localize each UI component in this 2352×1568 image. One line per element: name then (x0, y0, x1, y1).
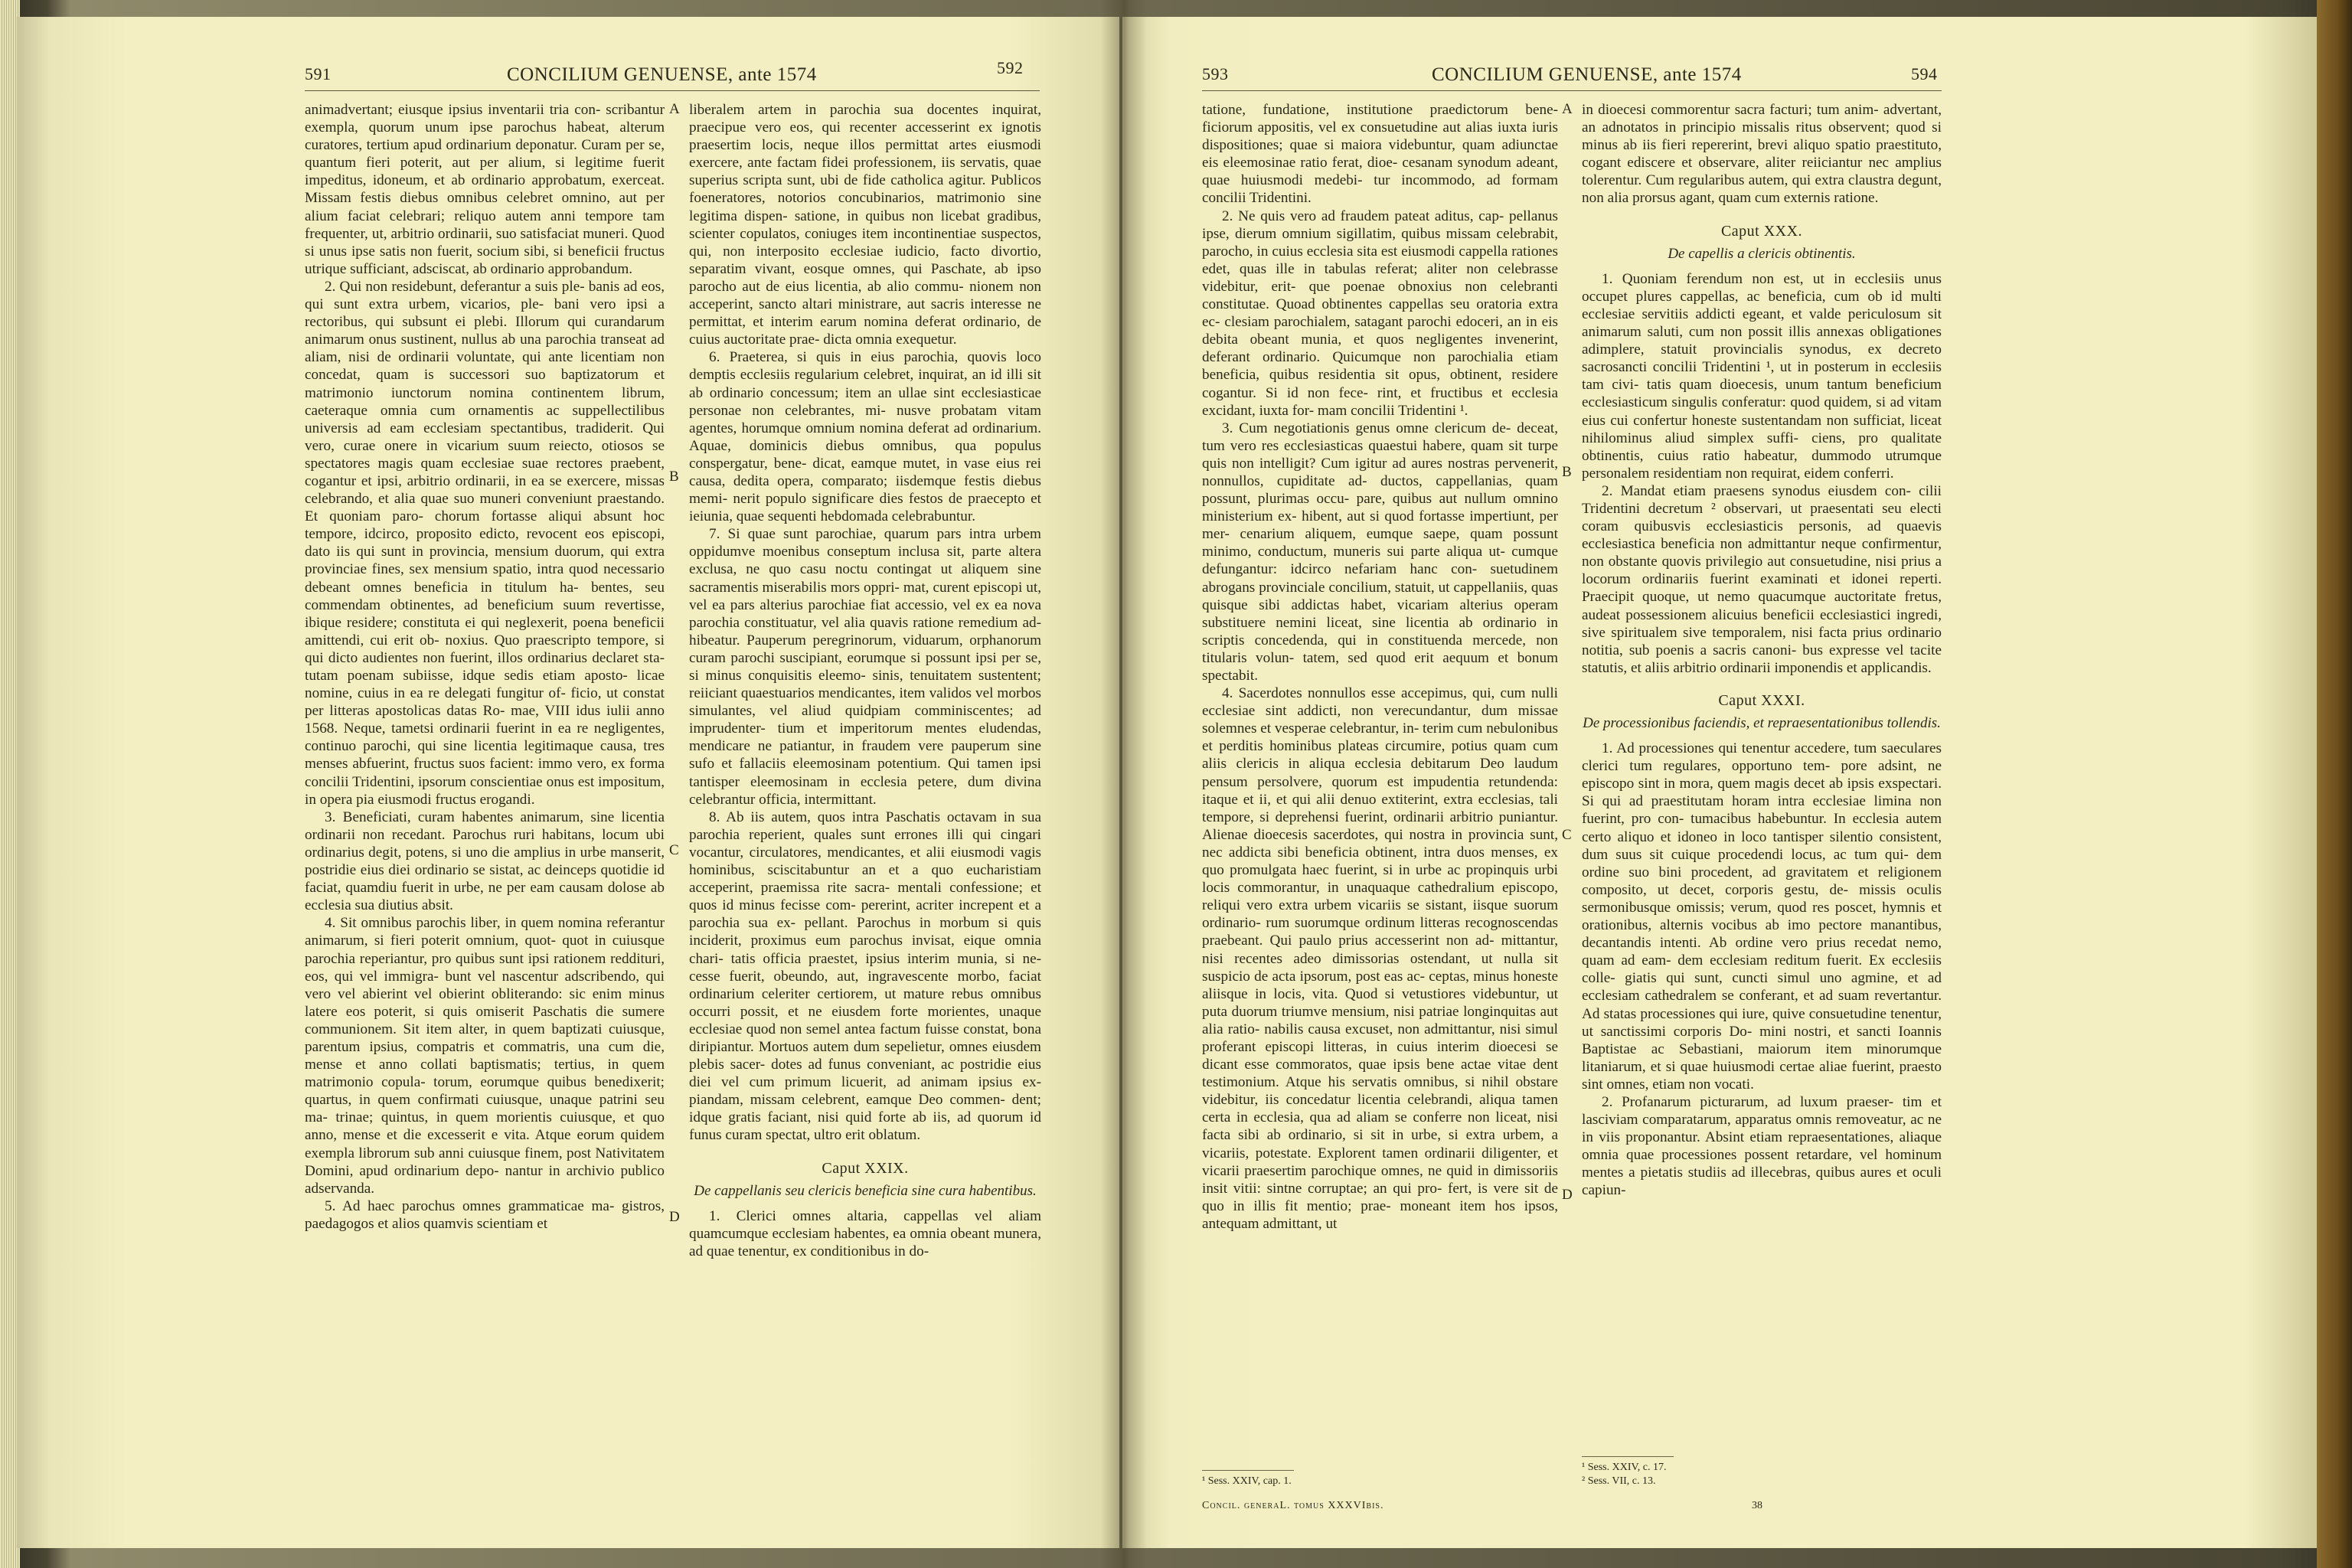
margin-marker-c: C (669, 842, 679, 858)
paragraph: 3. Beneficiati, curam habentes animarum, sine licentia ordinarii non recedant. Parochus ruri habitans, locum ubi ordinarius degit, potens, si uno die amplius in urbe manserit, postridie eius diei ordinario se sistat, ac deinceps quotidie id faciat, quamdiu fuerit in urbe, ne per eam causam dolose ab ecclesia sua diutius absit. (305, 808, 665, 914)
paragraph: 8. Ab iis autem, quos intra Paschatis octavam in sua parochia reperient, quales sunt errones illi qui cingari vocantur, circulatores, mendicantes, et alii eiusmodi vagis hominibus, sciscitabuntur an et a quo eucharistiam acceperint, praemissa rite sacra- mentali confessione; et quos id minus fecisse com- pererint, acriter increpent et a parochia sua ex- pellant. Parochus in morbum si quis inciderit, proximus eum parochus invisat, eique omnia chari- tatis officia praestet, ipsius interim munia, si ne- cesse fuerit, obeundo, aut, ingravescente morbo, faciat ordinarium celeriter certiorem, ut mature rebus omnibus occurri possit, et ne eiusdem forte morientes, unaque ecclesiae quod non semel antea factum fuisse constat, bona diripiantur. Mortuos autem dum sepelietur, omnes eiusdem plebis sacer- dotes ad funus conveniant, ac postridie eius diei vel cum primum licuerit, ad animam ipsius ex- piandam, missam celebrent, eamque Deo commen- dent; idque gratis faciant, nisi quid forte ab iis, ad quorum id funus curam spectat, ultro erit oblatum. (689, 808, 1041, 1144)
paragraph: liberalem artem in parochia sua docentes inquirat, praecipue vero eos, qui recenter accesserint ex ignotis praesertim locis, neque illos permittat artes eiusmodi exercere, ante factam fidei professionem, iis servatis, quae superius scripta sunt, ubi de fide catholica agitur. Publicos foeneratores, notorios concubinarios, matrimonio sine legitima dispen- satione, in quibus non licebat gradibus, scienter copulatos, coniuges item incontinentiae suspectos, qui, non interposito ecclesiae iudicio, facto divortio, separatim vivant, eosque omnes, qui Paschate, ab ipso parocho aut de eius licentia, ab alio commu- nionem non acceperint, sancto altari ministrare, aut sacris interesse ne permittat, et interim earum nomina deferat ordinario, de cuius auctoritate prae- dicta omnia exequetur. (689, 102, 1041, 348)
margin-marker-a-right: A (1562, 101, 1573, 117)
footnote: ¹ Sess. XXIV, cap. 1. (1202, 1475, 1292, 1487)
paragraph: 6. Praeterea, si quis in eius parochia, quovis loco demptis ecclesiis regularium celebret, inquirat, an id illi sit ab ordinario concessum; item an ullae sint ecclesiasticae personae non celebrantes, mi- nusve probatam vitam agentes, horumque omnium nomina deferat ad ordinarium. Aquae, dominicis diebus omnibus, qua populus conspergatur, bene- dicat, eamque mutet, in vase eius rei causa, dedita opera, comparato; iisdemque festis diebus memi- nerit populo significare dies festos de praecepto et ieiunia, quae sequenti hebdomada celebrabuntur. (689, 349, 1041, 525)
margin-marker-a: A (669, 101, 680, 117)
margin-marker-d-right: D (1562, 1187, 1573, 1203)
book-cover-edge (2317, 0, 2352, 1568)
caput-xxix-heading: Caput XXIX. (822, 1159, 909, 1177)
paragraph: in dioecesi commorentur sacra facturi; tum anim- advertant, an adnotatos in principio missalis ritus observent; quod si minus ab iis fieri repererint, brevi aliquo spatio praestituto, cogant ediscere et observare, aliter reiiciantur nec amplius tolerentur. Cum regularibus autem, qui extra claustra degunt, non alia prorsus agant, quam cum externis ratione. (1582, 102, 1942, 207)
running-head-title: CONCILIUM GENUENSE, ante 1574 (507, 64, 817, 85)
page-number-591: 591 (305, 64, 332, 83)
paragraph: 4. Sacerdotes nonnullos esse accepimus, qui, cum nulli ecclesiae sint addicti, non verecundantur, dum missae solemnes et vesperae celebrantur, in- terim cum nebulonibus et perditis hominibus plateas circumire, potius quam cum aliis clericis in aliqua ecclesia debitarum Deo laudum pensum persolvere, quorum est impudentia retundenda: itaque et ii, et qui alii denuo extiterint, extra ecclesias, tali tempore, si deprehensi fuerint, ordinarii arbitrio puniantur. Alienae dioecesis sacerdotes, qui nostra in provincia sunt, nec addicta sibi beneficia obtinent, intra duos menses, ex quo promulgata haec fuerint, si in urbe ac propinquis urbi locis commorantur, in unaquaque cathedralium episcopo, reliqui vero extra urbem vicariis se sistant, iisque suorum ordinario- rum suorumque ordinum litteras recognoscendas praebeant. Qui paulo prius accesserint non ad- mittantur, nisi recentes adeo dimissorias ostendant, ut nulla sit suspicio de acta ipsorum, post eas ac- ceptas, minus honeste aliisque in locis, vita. Quod si vetustiores videbuntur, ut puta duorum triumve mensium, nisi patriae longinquitas aut alia ratio- nabilis causa excuset, non admittantur, nisi simul proferant episcopi litteras, in cuius interim dioecesi se dicant esse commoratos, quae ipsis bene actae vitae dent testimonium. Atque his servatis omnibus, si nihil obstare videbitur, iis concedatur licentia celebrandi, aliqua tamen certa in ecclesia, qua ad aliam se conferre non liceat, nisi facta sibi ab ordinario, si sit in urbe, si extra urbem, a vicariis, potestate. Explorent tamen ordinarii diligenter, et vicarii praesertim parochique omnes, ne quid in dimissoriis insit vitii: sintne corruptae; an qui pro- fert, is vere sit de quo in illis fit mentio; prae- moneant item hos ipsos, antequam admittant, ut (1202, 685, 1558, 1232)
paragraph: tatione, fundatione, institutione praedictorum bene- ficiorum appositis, vel ex consuetudine aut alias iuxta iuris dispositiones; quae si maiora videbuntur, quam adiunctae eis eleemosinae ratio ferat, dioe- cesanam synodum adeant, quae huiusmodi medebi- tur incommodo, ad formam concilii Tridentini. (1202, 102, 1558, 207)
book-gutter-shadow (1101, 0, 1147, 1568)
footnote: ¹ Sess. XXIV, c. 17. (1582, 1462, 1667, 1473)
paragraph: 2. Mandat etiam praesens synodus eiusdem con- cilii Tridentini decretum ² observari, ut praesentati seu electi coram quibusvis ecclesiasticis personis, ad quaevis ecclesiastica beneficia non admittantur neque confirmentur, non obstante quovis privilegio aut consuetudine, nisi prius a locorum ordinariis fuerint examinati et idonei reperti. Praecipit quoque, ut nemo quacumque auctoritate fretus, audeat possessionem alicuius beneficii ecclesiastici ingredi, sive spiritualem sive temporalem, nisi facta prius ordinario notitia, sub poenis a sacris canoni- bus expresse vel tacite statutis, et aliis arbitrio ordinarii imponendis et applicandis. (1582, 482, 1942, 676)
page-number-593: 593 (1202, 64, 1229, 83)
paragraph: 7. Si quae sunt parochiae, quarum pars intra urbem oppidumve moenibus conseptum inclusa sit, parte altera exclusa, ne quo casu noctu contingat ut aliquem sine sacramentis miserabilis mors oppri- mat, curent episcopi ut, vel ea pars alterius parochiae fiat accessio, vel ex ea nova parochia constituatur, vel alia quavis ratione remedium ad- hibeatur. Pauperum peregrinorum, viduarum, orphanorum curam parochi suscipiant, eorumque si possunt ipsi per se, si minus conquisitis eleemo- sinis, tenuitatem sustentent; reiiciant quaestuarios mendicantes, item validos vel morbos simulantes, vel aliud quidpiam comminiscentes; ad imprudenter- tium et imperitorum mentes eludendas, mendicare ne patiantur, in fraudem vere pauperum sine sufo et fallaciis eleemosinam potentium. Qui tamen ipsi tantisper eleemosinam in ecclesia petere, dum divina celebrantur officia, intermittant. (689, 526, 1041, 808)
head-rule-right (1202, 90, 1942, 91)
signature-number: 38 (1752, 1500, 1762, 1511)
page-number-592: 592 (997, 58, 1024, 77)
paragraph: 3. Cum negotiationis genus omne clericum de- deceat, tum vero res ecclesiasticas quaestui habere, quam sit turpe quis non intelligit? Cum igitur ad aures nostras pervenerit, nonnullos, cupiditate ad- ductos, cappellanias, quam possunt, plurimas occu- pare, quibus aut nullum omnino ministerium ex- hibent, aut si quod fortasse impertiunt, per mer- cenarium aliquem, eumque saepe, quam possunt minimo, conductum, muneris sui parte aliqua ut- cumque defungantur: idcirco nefariam hanc con- suetudinem abrogans provinciale concilium, statuit, ut cappellaniis, quas quisque sibi addictas habet, vicariam alterius operam substituere nemini liceat, sine licentia ab ordinario in scriptis concedenda, qui in constituenda mercede, non titularis volun- tatem, sed quod erit aequum et bonum spectabit. (1202, 420, 1558, 684)
column-2-top (1582, 101, 1942, 207)
footnote-rule-right (1582, 1456, 1674, 1457)
paragraph: 1. Quoniam ferendum non est, ut in ecclesiis unus occupet plures cappellas, ac beneficia, cum ob id multi ecclesiae servitiis addicti egeant, et valde periculosum sit animarum saluti, cum non possit illis annexas obligationes adimplere, statuit provincialis synodus, ex decreto sacrosancti concilii Tridentini ¹, ut in posterum in ecclesiis tam civi- tatis quam dioecesis, unum tantum beneficium ecclesiasticum singulis conferatur: quod quidem, si ad vitam eius cui confertur honeste sustentandam non sufficiat, liceat nihilominus aliud simplex suffi- ciens, pro qualitate obtinentis, cuius ratio habeatur, dummodo utrumque personalem residentiam non requirat, eidem conferri. (1582, 270, 1942, 482)
paragraph: animadvertant; eiusque ipsius inventarii tria con- scribantur exempla, quorum unum ipse parochus habeat, alterum curatores, tertium apud ordinarium deponatur. Curam per se, quantum fieri poterit, aut per alium, si legitime fuerit impeditus, idoneum, et ab ordinario approbatum, exerceat. Missam festis diebus omnibus celebret omnino, aut per alium faciat celebrari; reliquo autem anni tempore tam frequenter, ut, arbitrio ordinarii, suo satisfaciat muneri. Quod si unus ipse satis non fuerit, socium sibi, si beneficii fructus utrique sufficiant, adsciscat, ab ordinario approbandum. (305, 102, 665, 277)
paragraph: 2. Qui non residebunt, deferantur a suis ple- banis ad eos, qui sunt extra urbem, vicarios, ple- bani vero ipsi a rectoribus, qui subsunt ei plebi. Illorum qui curandarum animarum onus sustinent, nullus ab una parochia transeat ad aliam, nisi de ordinarii voluntate, qui ante licentiam non concedat, quam is successori suo baptizatorum et matrimonio iunctorum nomina continentem librum, caeteraque omnia cum ornamentis ac suppellectilibus universis ad eam ecclesiam spectantibus, tradiderit. Qui vero, curae onere in vicarium suum reiecto, otiosos se spectatores magis quam ecclesiae suae rectores praebent, cogantur et ipsi, arbitrio ordinarii, in ea se exercere, missas celebrando, et alia quae suo muneri conveniunt praestando. Et quoniam paro- chorum fortasse aliqui absunt hoc tempore, idcirco, proposito edicto, revocent eos episcopi, dato iis qui sunt in provincia, mensium duorum, qui extra provinciae fines, sex mensium spatio, intra quod necessario debeant omnes beneficia in titulum ha- bentes, seu commendam obtinentes, ad beneficium suum revertisse, ibique residere; constituta ei qui neglexerit, poena beneficii amittendi, cui erit ob- noxius. Quo praescripto tempore, si qui dicto audientes non fuerint, illos ordinarius declaret sta- tutam poenam subiisse, idque sedis etiam aposto- licae nomine, cuius in ea re delegati fungitur of- ficio, ut constat per litteras apostolicas datas Ro- mae, VIII idus iulii anno 1568. Neque, tametsi ordinarii fuerint in ea re negligentes, continuo parochi, qui sine licentia legitimaque causa, tres menses abfuerint, fructus suos facient: immo vero, ex forma concilii Tridentini, ipsorum conscientiae onus est impositum, in opera pia eiusmodi fructus erogandi. (305, 278, 665, 808)
right-page-column-2 (1582, 101, 1942, 1200)
paragraph: 4. Sit omnibus parochis liber, in quem nomina referantur animarum, si fieri poterit omnium, quot- quot in cuiusque parochia reperiantur, pro quibus sunt ipsi rationem reddituri, eos, qui vel immigra- bunt vel nascentur adscribendo, qui vero vel abierint vel obierint obliterando: sic enim minus latere eos poterit, si quis omiserit Paschatis die sumere communionem. Sit item alter, in quem baptizati cuiusque, parentum ipsius, compatris et commatris, una cum die, mense et anno collati baptismatis; tertius, in quem matrimonio copula- torum, eorumque quibus benedixerit; quartus, in quem confirmati cuiusque, unaque patrini seu ma- trinae; quintus, in quem morientis cuiusque, et quo anno, mense et die excesserit e vita. Atque eorum quidem exempla librorum sub anni cuiusque finem, post Nativitatem Domini, apud ordinarium depo- nantur in archivio publico adservanda. (305, 915, 665, 1197)
paragraph: 5. Ad haec parochus omnes grammaticae ma- gistros, paedagogos et alios quamvis scientiam et (305, 1197, 665, 1232)
head-rule (305, 90, 1040, 91)
margin-marker-b-right: B (1562, 464, 1572, 480)
paragraph: 2. Profanarum picturarum, ad luxum praeser- tim et lasciviam comparatarum, apparatus omnis removeatur, ac ne in viis proponantur. Absint etiam repraesentationes, aliaque omnia quae processiones possent retardare, vel hominum mentes a pietatis studiis ad illecebras, quibus aures et oculi capiun- (1582, 1093, 1942, 1199)
running-head-title-right: CONCILIUM GENUENSE, ante 1574 (1432, 64, 1742, 85)
footnote-rule-left (1202, 1470, 1294, 1471)
left-page-column-1 (305, 101, 665, 1233)
caput-xxx-body (1582, 270, 1942, 677)
caput-xxx-heading: Caput XXX. (1720, 222, 1803, 240)
footnotes-left (1202, 1475, 1554, 1488)
caput-xxx-subtitle: De capellis a clericis obtinentis. (1668, 245, 1856, 262)
caput-xxxi-subtitle: De processionibus faciendis, et repraesentationibus tollendis. (1583, 715, 1941, 731)
footnote: ² Sess. VII, c. 13. (1582, 1475, 1656, 1487)
signature-line: Concil. generaL. tomus XXXVIbis. (1202, 1500, 1384, 1511)
margin-marker-d: D (669, 1209, 680, 1225)
left-page-column-2 (689, 101, 1041, 1260)
margin-marker-c-right: C (1562, 827, 1572, 843)
left-page (17, 17, 1119, 1548)
footnotes-right (1582, 1461, 1934, 1488)
page-number-594: 594 (1911, 64, 1938, 83)
paragraph: 2. Ne quis vero ad fraudem pateat aditus, cap- pellanus ipse, dierum omnium sigillatim, quibus missam celebrabit, parocho, in cuius ecclesia sita est eiusmodi cappella rationes edet, quas ille in tabulas referat; aliter non celebrasse videbitur, erit- que poenae obnoxius non celebranti constitutae. Quoad obtinentes cappellas seu oratoria extra ec- clesiam parochialem, satagant parochi edoceri, an in eis debita obeant munia, et quos negligentes invenerint, deferant ordinario. Quicumque non parochialia etiam beneficia, quibus residentia sit opus, obtinent, residere cogantur. Si id non fece- rint, et fructibus et ecclesia excidant, iuxta for- mam concilii Tridentini ¹. (1202, 207, 1558, 419)
caput-xxxi-body (1582, 740, 1942, 1199)
right-page (1122, 17, 2317, 1548)
right-page-column-1 (1202, 101, 1558, 1233)
caput-xxxi-heading: Caput XXXI. (1718, 691, 1805, 709)
caput-xxix-text: 1. Clerici omnes altaria, cappellas vel aliam quamcumque ecclesiam habentes, ea omnia obeant munera, ad quae tenentur, ex conditionibus in do- (689, 1207, 1041, 1259)
column-2-body (689, 101, 1041, 1145)
paragraph: 1. Ad processiones qui tenentur accedere, tum saeculares clerici tum regulares, opportuno tem- pore adsint, ne episcopo sint in mora, quem magis decet ab ipsis exspectari. Si qui ad praestitutam horam intra ecclesiae limina non fuerint, pro con- tumacibus habebuntur. In ecclesia autem certo aliquo et idoneo in loco tantisper silentio consistent, dum suus sit cuique procedendi locus, ac tum qui- dem ordine suo bini procedent, ad gravitatem et religionem composito, ut decet, corporis gestu, de- missis oculis sermonibusque omissis; verum, quod res poscet, hymnis et orationibus, alternis vocibus ab imo pectore manantibus, decantandis intenti. Ab ordine vero prius recedat nemo, quam ad eam- dem ecclesiam reditum fuerit. Ex ecclesiis colle- giatis qui sunt, cuncti simul uno agmine, et ad ecclesiam cathedralem se conferant, et ad suam revertantur. Ad statas processiones qui iure, quive consuetudine tenentur, ut sanctissimi corporis Do- mini nostri, et sancti Ioannis Baptistae ac Sebastiani, maiorum item minorumque litaniarum, et si quae huiusmodi certae aliae fuerint, praesto sint omnes, etiam non vocati. (1582, 740, 1942, 1093)
margin-marker-b: B (669, 469, 679, 485)
caput-xxix-subtitle: De cappellanis seu clericis beneficia sine cura habentibus. (694, 1182, 1037, 1199)
